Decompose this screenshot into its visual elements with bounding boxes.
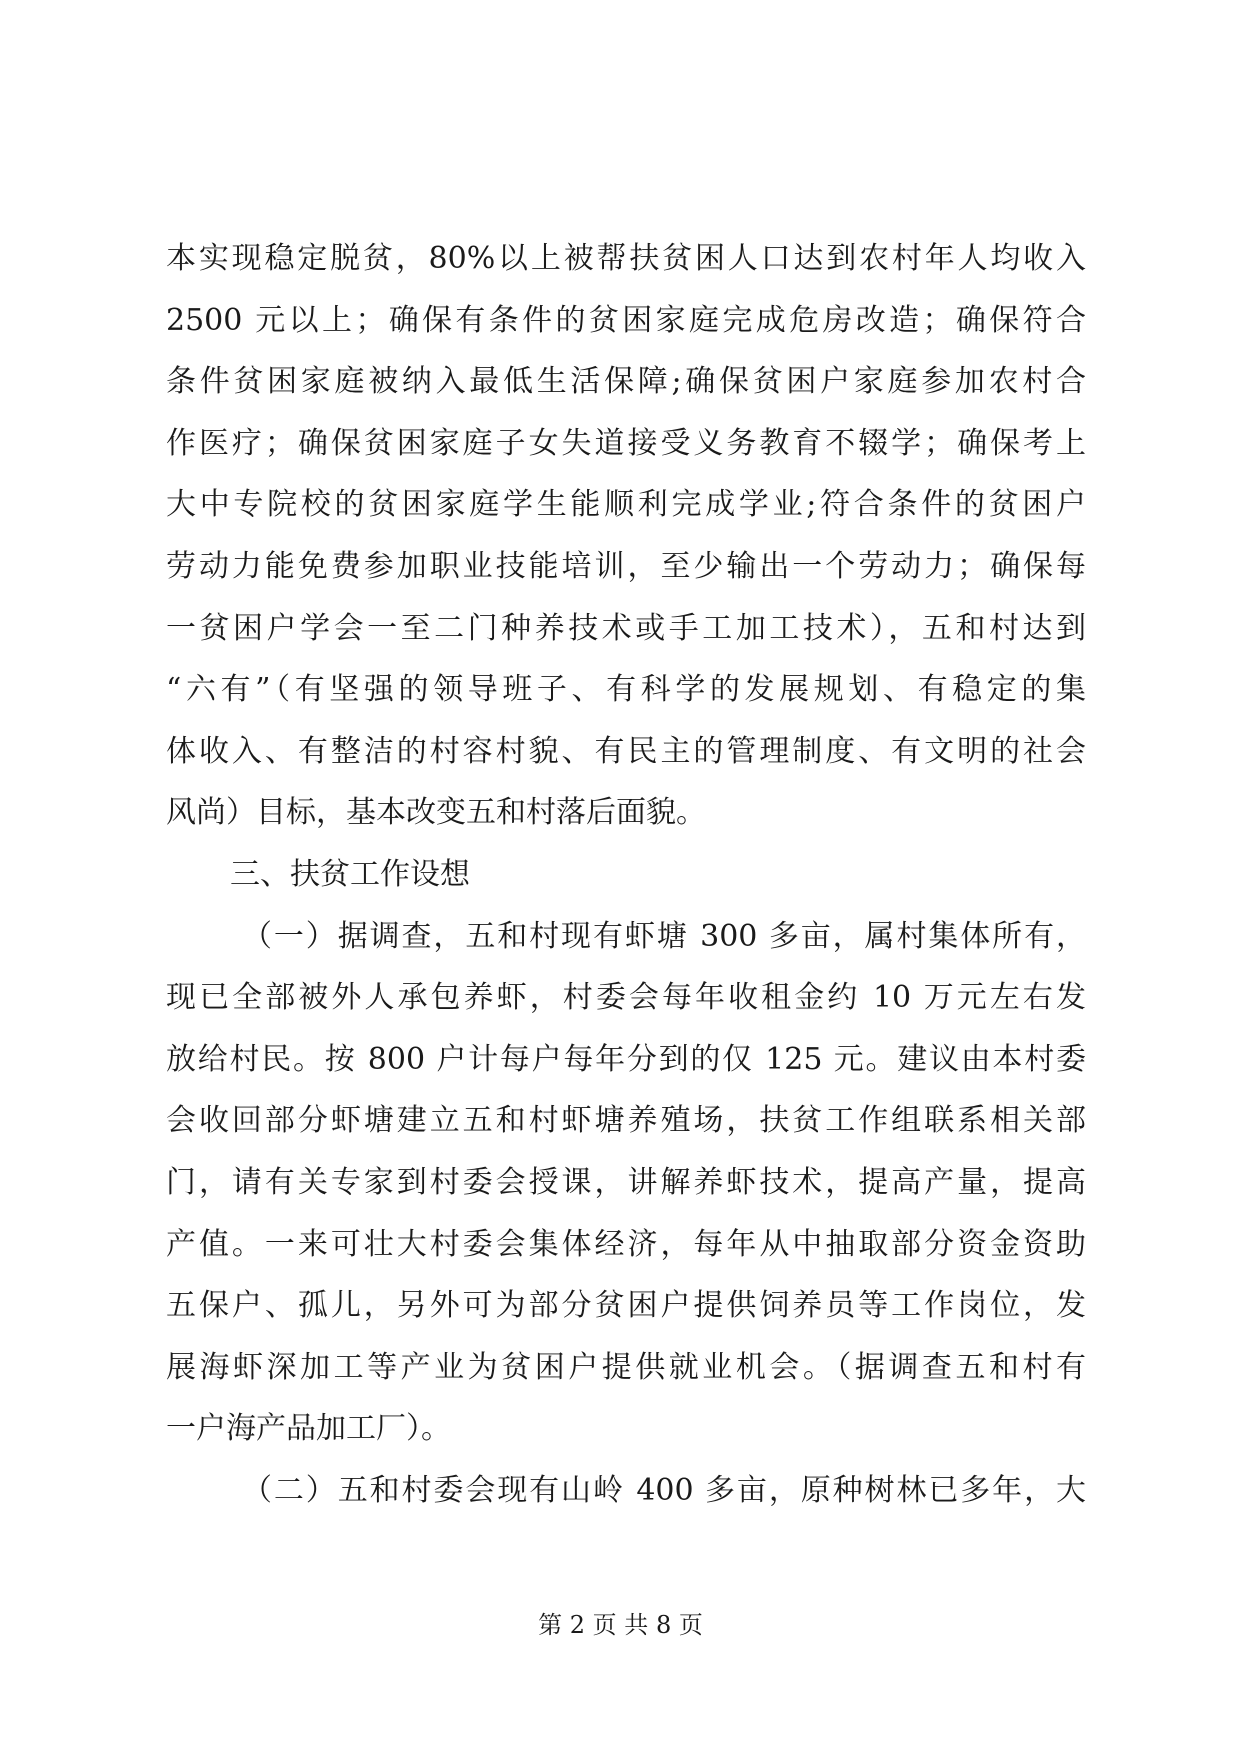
text-line: 会收回部分虾塘建立五和村虾塘养殖场，扶贫工作组联系相关部 <box>166 1103 1086 1139</box>
text-line: 条件贫困家庭被纳入最低生活保障;确保贫困户家庭参加农村合 <box>166 364 1086 400</box>
paragraph-start-line: （一）据调查，五和村现有虾塘 300 多亩，属村集体所有， <box>242 918 1086 954</box>
text-line: 风尚）目标，基本改变五和村落后面貌。 <box>166 795 706 831</box>
text-line: 展海虾深加工等产业为贫困户提供就业机会。（据调查五和村有 <box>166 1349 1086 1385</box>
text-line: 一贫困户学会一至二门种养技术或手工加工技术），五和村达到 <box>166 610 1086 646</box>
paragraph-start-line: （二）五和村委会现有山岭 400 多亩，原种树林已多年，大 <box>242 1472 1086 1508</box>
text-line: 五保户、孤儿，另外可为部分贫困户提供饲养员等工作岗位，发 <box>166 1288 1086 1324</box>
text-line: “六有”（有坚强的领导班子、有科学的发展规划、有稳定的集 <box>166 672 1086 708</box>
text-line: 体收入、有整洁的村容村貌、有民主的管理制度、有文明的社会 <box>166 733 1086 769</box>
document-body <box>166 228 1086 1521</box>
text-line: 产值。一来可壮大村委会集体经济，每年从中抽取部分资金资助 <box>166 1226 1086 1262</box>
text-line: 门，请有关专家到村委会授课，讲解养虾技术，提高产量，提高 <box>166 1164 1086 1200</box>
text-line: 一户海产品加工厂）。 <box>166 1411 451 1447</box>
text-line: 本实现稳定脱贫，80%以上被帮扶贫困人口达到农村年人均收入 <box>166 241 1086 276</box>
text-line: 2500 元以上；确保有条件的贫困家庭完成危房改造；确保符合 <box>166 302 1086 338</box>
page-number-footer: 第 2 页 共 8 页 <box>538 1611 703 1639</box>
text-line: 现已全部被外人承包养虾，村委会每年收租金约 10 万元左右发 <box>166 980 1086 1016</box>
text-line: 大中专院校的贫困家庭学生能顺利完成学业;符合条件的贫困户 <box>166 487 1086 523</box>
section-heading: 三、扶贫工作设想 <box>230 856 470 892</box>
text-line: 劳动力能免费参加职业技能培训，至少输出一个劳动力；确保每 <box>166 548 1086 584</box>
text-line: 放给村民。按 800 户计每户每年分到的仅 125 元。建议由本村委 <box>166 1041 1086 1077</box>
text-line: 作医疗；确保贫困家庭子女失道接受义务教育不辍学；确保考上 <box>166 425 1086 461</box>
